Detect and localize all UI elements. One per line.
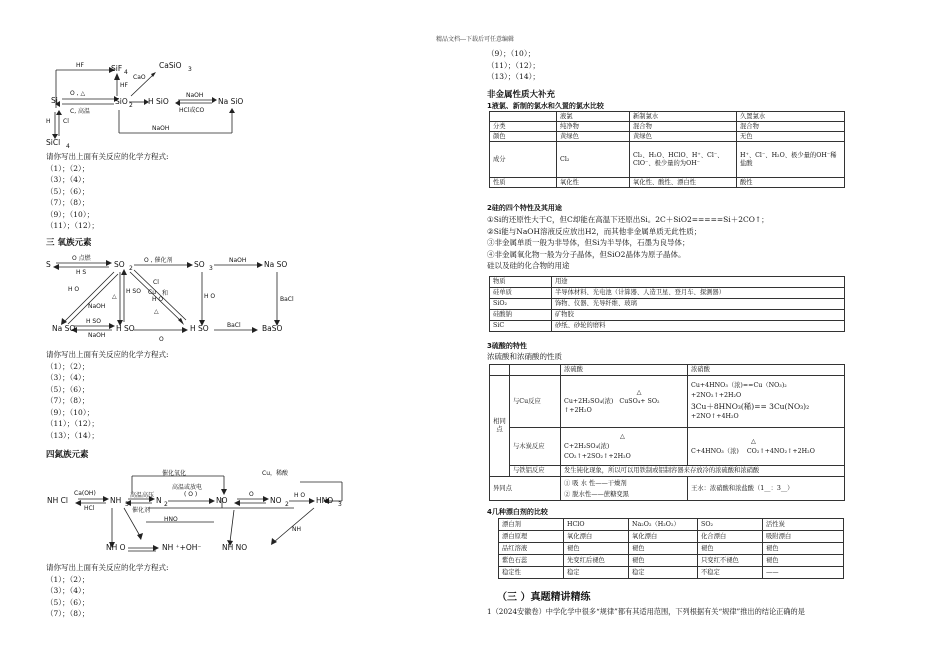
species-so2: SO <box>114 260 125 269</box>
t3-cu-h2so4-eq <box>564 397 684 406</box>
reagent-cao: CaO <box>133 74 146 81</box>
prompt-line: 请你写出上面有关反应的化学方程式: <box>46 152 169 161</box>
sub-no2: 2 <box>285 501 289 508</box>
species-casio3: CaSiO <box>159 61 182 70</box>
silicon-uses-table <box>489 276 845 332</box>
reagent-hno3: HNO <box>164 516 178 523</box>
t3-diff: 异同点 <box>490 477 561 501</box>
t1-cell: 纯净物 <box>557 122 630 132</box>
species-sio2: SiO <box>115 97 128 106</box>
t1-cell: Cl₂、H₂O、HClO、H⁺、Cl⁻、ClO⁻、极少量的为OH⁻ <box>630 142 737 178</box>
t4-h0: 漂白剂 <box>499 519 564 531</box>
t3-c-h2so4-b: CO₂↑+2SO₂↑+2H₂O <box>564 452 631 460</box>
question-1: 1（2024安徽卷）中学化学中很多“规律”都有其适用范围，下列根据有关“规律”推出的结论正确的是 <box>487 607 805 616</box>
species-no: NO <box>216 496 228 505</box>
s2-sub: 硅以及硅的化合物的用途 <box>487 261 570 270</box>
t4-cell: 化合漂白 <box>698 531 763 543</box>
t3-cu-hno3-b: +2NO₂↑+2H₂O <box>691 392 742 399</box>
t4-cell: 褪色 <box>698 543 763 555</box>
answer-line: （5）；（6）； <box>46 384 90 394</box>
t4-cell: 稳定 <box>564 567 629 579</box>
sub-casio3: 3 <box>188 66 192 73</box>
t2-cell: 砂纸、砂轮的磨料 <box>552 321 845 332</box>
species-si: Si <box>51 96 58 105</box>
t1-cell: 氧化性 <box>557 178 630 188</box>
reagent-and: 和 <box>162 290 169 297</box>
t1-cell: 性质 <box>490 178 557 188</box>
species-sif4: SiF <box>111 64 123 73</box>
t2-cell: 饰物、仪器、光导纤维、玻璃 <box>552 299 845 310</box>
t1-cell: 无色 <box>737 132 845 142</box>
s1-title: 1液氯、新制的氯水和久置的氯水比较 <box>487 102 604 110</box>
answer-line: （11）；（12）； <box>46 221 99 230</box>
t1-cell: 成分 <box>490 142 557 178</box>
left-answers-3 <box>46 562 169 620</box>
species-sicl4: SiCl <box>46 138 61 147</box>
page-header: 精品文档---下载后可任意编辑 <box>435 36 515 43</box>
s4-title: 4几种漂白剂的比较 <box>487 508 548 516</box>
t4-cell: 稳定性 <box>499 567 564 579</box>
reagent-h2: H <box>46 118 51 125</box>
reagent-nh3: NH <box>292 526 301 533</box>
reagent-h2o-right: H O <box>204 293 216 300</box>
t1-cell: 分类 <box>490 122 557 132</box>
t3-c-hno3 <box>688 428 845 466</box>
answer-line: （3）；（4）； <box>46 175 90 184</box>
t4-cell: 只变红不褪色 <box>698 555 763 567</box>
reagent-h2o-mid: H O <box>152 296 164 303</box>
t3-fe: 与铁铝反应 <box>510 466 561 477</box>
t4-cell: 不稳定 <box>698 567 763 579</box>
sub-nh3: 3 <box>125 501 129 508</box>
species-no2: NO <box>270 496 282 505</box>
t1-cell: H⁺、Cl⁻、H₂O、极少量的OH⁻稀盐酸 <box>737 142 845 178</box>
answer-line: （11）；（12）； <box>46 419 99 428</box>
t3-delta-2: △ <box>620 432 625 440</box>
chlorine-table <box>489 111 845 188</box>
answer-line: （9）；（10）； <box>46 209 95 219</box>
t4-cell: 漂白原理 <box>499 531 564 543</box>
reagent-h2o: H O <box>294 492 306 499</box>
s2-lines <box>487 214 769 272</box>
t3-diff-b: ② 脱水性——蔗糖变黑 <box>564 490 629 498</box>
species-hno3: HNO <box>316 496 334 505</box>
t4-h3: SO₂ <box>698 519 763 531</box>
reagent-high-p: 高温高压 <box>130 492 155 499</box>
reagent-cu: Cu <box>148 289 156 296</box>
section-title: （三 ）真题精讲精练 <box>497 592 591 603</box>
t4-h2: Na₂O₂（H₂O₂） <box>629 519 698 531</box>
s2-line: ①Si的还原性大于C，但C却能在高温下还原出Si。2C＋SiO2=====Si＋2CO↑； <box>487 215 769 224</box>
sub-so3: 3 <box>209 265 213 272</box>
right-title: 非金属性质大补充 <box>487 90 556 100</box>
t2-cell: 硅单质 <box>490 288 552 299</box>
t1-cell: 混合物 <box>630 122 737 132</box>
t4-h1: HClO <box>564 519 629 531</box>
reagent-delta: △ <box>112 293 117 300</box>
t4-cell: 品红溶液 <box>499 543 564 555</box>
t4-cell: 褪色 <box>629 543 698 555</box>
t4-cell: 褪色 <box>763 543 844 555</box>
t1-cell: 颜色 <box>490 132 557 142</box>
t2-h0: 物质 <box>490 277 552 288</box>
section3-title: 三 氧族元素 <box>46 238 92 248</box>
reagent-h2s: H S <box>76 269 87 276</box>
reagent-hcl-co2: HCl或CO <box>179 107 205 114</box>
answer-line: （5）；（6）； <box>46 597 90 607</box>
reagent-hcl: HCl <box>84 505 95 512</box>
species-nh4oh: NH ⁺+OH⁻ <box>162 543 202 552</box>
t1-cell: 氧化性、酸性、漂白性 <box>630 178 737 188</box>
reagent-cl2: Cl <box>63 118 69 125</box>
silicon-diagram <box>44 52 254 152</box>
answer-line: （5）；（6）； <box>46 186 90 196</box>
answer-line: （11）；（12）； <box>487 60 540 70</box>
species-na2so3: Na SO <box>52 324 76 333</box>
reagent-hf-top: HF <box>76 62 84 69</box>
section4-title: 四氮族元素 <box>46 450 89 460</box>
reagent-o2-cat: O , 催化剂 <box>144 257 173 264</box>
reagent-h2o-left: H O <box>68 286 80 293</box>
s2-line: ④非金属氧化物一般为分子晶体，但SiO2晶体为原子晶体。 <box>487 249 686 259</box>
reagent-naoh-left: NaOH <box>88 303 106 310</box>
sub-sif4: 4 <box>124 69 128 76</box>
species-nh4cl: NH Cl <box>47 496 68 505</box>
t3-c-hno3-b: CO₂↑+4NO₂↑+2H₂O <box>746 447 815 455</box>
t3-delta-3: △ <box>751 437 756 445</box>
t1-h3: 久置氯水 <box>737 112 845 122</box>
t3-blank <box>490 365 510 376</box>
t3-cu-h2so4 <box>561 376 688 428</box>
t1-h1: 液氯 <box>557 112 630 122</box>
t3-cu-hno3-a: Cu+4HNO₃（浓)==Cu（NO₃)₂ <box>691 381 787 389</box>
s2-line: ②Si能与NaOH溶液反应放出H2，而其他非金属单质无此性质； <box>487 226 702 236</box>
answer-line: （3）；（4）； <box>46 586 90 595</box>
answer-line: （9）；（10）； <box>46 407 95 417</box>
reagent-naoh-top: NaOH <box>229 257 247 264</box>
prompt-line: 请你写出上面有关反应的化学方程式: <box>46 350 169 359</box>
t3-cu: 与Cu反应 <box>510 376 561 428</box>
species-so3: SO <box>194 260 205 269</box>
s3-sub: 浓硫酸和浓硝酸的性质 <box>487 352 562 361</box>
reagent-h2so4-mid: H SO <box>86 318 101 325</box>
reagent-cl2: Cl <box>153 279 159 286</box>
reagent-o2-burn: O 点燃 <box>72 255 91 262</box>
t3-c-hno3-a: C+4HNO₃（浓) <box>691 447 739 455</box>
answer-line: （7）；（8）； <box>46 396 90 405</box>
t3-diff-c: 王水：浓硝酸和浓盐酸（1__：3__） <box>688 477 845 501</box>
t1-h2: 新制氯水 <box>630 112 737 122</box>
t3-diff-a: ① 吸 水 性——干燥剂 <box>564 479 627 487</box>
species-h2sio3: H SiO <box>148 97 169 106</box>
reagent-naoh-top: NaOH <box>186 92 204 99</box>
t2-cell: 硅酸钠 <box>490 310 552 321</box>
sub-n2: 2 <box>164 501 168 508</box>
t4-h4: 活性炭 <box>763 519 844 531</box>
reagent-cat-ox: 催化氧化 <box>162 470 187 477</box>
t2-cell: SiO₂ <box>490 299 552 310</box>
prompt-line: 请你写出上面有关反应的化学方程式: <box>46 563 169 572</box>
answer-line: （1）；（2）； <box>46 574 90 584</box>
t1-h0 <box>490 112 557 122</box>
t3-cu-h2so4-a: Cu+2H₂SO₄(浓) <box>564 398 614 405</box>
t4-cell: 褪色 <box>763 555 844 567</box>
species-h2so3: H SO <box>116 324 135 333</box>
t2-cell: 半导体材料、光电池（计算器、人造卫星、登月车、探测器） <box>552 288 845 299</box>
reagent-o2: ( O ) <box>184 491 198 498</box>
t4-cell: 吸附漂白 <box>763 531 844 543</box>
t3-cu-hno3 <box>688 376 845 428</box>
reagent-hf-vert: HF <box>120 82 128 89</box>
t3-diff-h2so4 <box>561 477 688 501</box>
answer-line: （9）；（10）； <box>487 49 536 58</box>
reagent-o2-delta: O , △ <box>70 90 86 97</box>
t4-cell: 稳定 <box>629 567 698 579</box>
t3-fe-val: 发生钝化现象，所以可以用铁制或铝制容器来存放冷的浓硫酸和浓硝酸 <box>561 466 845 477</box>
answer-line: （3）；（4）； <box>46 373 90 382</box>
answer-line: （7）；（8）； <box>46 198 90 207</box>
reagent-bacl2-bottom: BaCl <box>227 322 241 329</box>
t3-c-h2so4 <box>561 428 688 466</box>
sub-sicl4: 4 <box>66 143 70 150</box>
t4-cell: 褪色 <box>564 543 629 555</box>
t2-h1: 用途 <box>552 277 845 288</box>
species-na2so4-top: Na SO <box>264 260 288 269</box>
t3-cu-hno3-c: 3Cu＋8HNO₃(稀)== 3Cu(NO₃)₂ <box>691 401 810 411</box>
t1-cell: Cl₂ <box>557 142 630 178</box>
left-answers-2 <box>46 349 169 441</box>
t3-cu-h2so4-c: ↑+2H₂O <box>564 407 592 414</box>
reagent-ca-oh: Ca(OH) <box>74 490 96 497</box>
t3-h-hno3: 浓硝酸 <box>688 365 845 376</box>
species-na2sio3: Na SiO <box>218 97 244 106</box>
s3-title: 3硫酸的特性 <box>487 342 527 350</box>
reagent-h2so4-conc: H SO <box>126 288 141 295</box>
t4-cell: —— <box>763 567 844 579</box>
answer-line: （1）；（2）； <box>46 163 90 173</box>
t1-cell: 酸性 <box>737 178 845 188</box>
t4-cell: 紫色石蕊 <box>499 555 564 567</box>
t3-blank2 <box>510 365 561 376</box>
reagent-cu-dil: Cu，稀酸 <box>262 470 288 477</box>
t3-h-h2so4: 浓硫酸 <box>561 365 688 376</box>
reagent-c-high: C, 高温 <box>70 108 91 115</box>
answer-line: （7）；（8）； <box>46 609 90 618</box>
s2-title: 2硅的四个特性及其用途 <box>487 204 562 212</box>
reagent-cat: 催化剂 <box>132 507 151 514</box>
t1-cell: 黄绿色 <box>630 132 737 142</box>
t3-c-hno3-eq <box>691 447 841 457</box>
bleach-table <box>498 518 844 579</box>
nitrogen-diagram <box>44 462 344 557</box>
species-nh3h2o: NH O <box>106 543 126 552</box>
reagent-naoh-mid: NaOH <box>88 332 106 339</box>
reagent-naoh-bottom: NaOH <box>152 125 170 132</box>
right-answers <box>487 48 540 83</box>
sub-hno3: 3 <box>338 501 342 508</box>
answer-line: （13）；（14）； <box>487 72 540 81</box>
t2-cell: 矿物胶 <box>552 310 845 321</box>
reagent-bacl2-right: BaCl <box>280 296 294 303</box>
sub-sio2: 2 <box>129 102 133 109</box>
sub-so2: 2 <box>129 265 133 272</box>
species-s: S <box>46 260 51 269</box>
acid-table <box>489 364 845 501</box>
t3-cu-hno3-d: +2NO↑+4H₂O <box>691 413 739 420</box>
answer-line: （1）；（2）； <box>46 361 90 371</box>
t4-cell: 氧化漂白 <box>629 531 698 543</box>
species-h2so4: H SO <box>190 324 209 333</box>
species-n2: N <box>156 496 162 505</box>
answer-line: （13）；（14）； <box>46 430 99 440</box>
t3-cu-h2so4-b: CuSO₄+ SO₂ <box>619 398 660 405</box>
reagent-high-t: 高温或放电 <box>172 484 203 491</box>
t1-cell: 黄绿色 <box>557 132 630 142</box>
s2-line: ③非金属单质一般为非导体，但Si为半导体，石墨为良导体； <box>487 238 690 247</box>
t3-c-h2so4-a: C+2H₂SO₄(浓) <box>564 442 610 450</box>
reagent-o2b: O <box>249 491 254 498</box>
species-baso4: BaSO <box>262 324 283 333</box>
left-answers-1 <box>46 151 169 232</box>
reagent-delta-2: △ <box>154 308 159 315</box>
t3-delta: △ <box>636 389 642 396</box>
t4-cell: 氧化漂白 <box>564 531 629 543</box>
sulfur-diagram <box>44 250 314 345</box>
species-nh3: NH <box>110 496 122 505</box>
t2-cell: SiC <box>490 321 552 332</box>
t4-cell: 先变红后褪色 <box>564 555 629 567</box>
t4-cell: 褪色 <box>629 555 698 567</box>
species-nh4no3: NH NO <box>222 543 248 552</box>
reagent-o2-bottom: O <box>159 336 164 343</box>
t3-c: 与木炭反应 <box>510 428 561 466</box>
t1-cell: 混合物 <box>737 122 845 132</box>
t3-same: 相同点 <box>490 376 510 477</box>
